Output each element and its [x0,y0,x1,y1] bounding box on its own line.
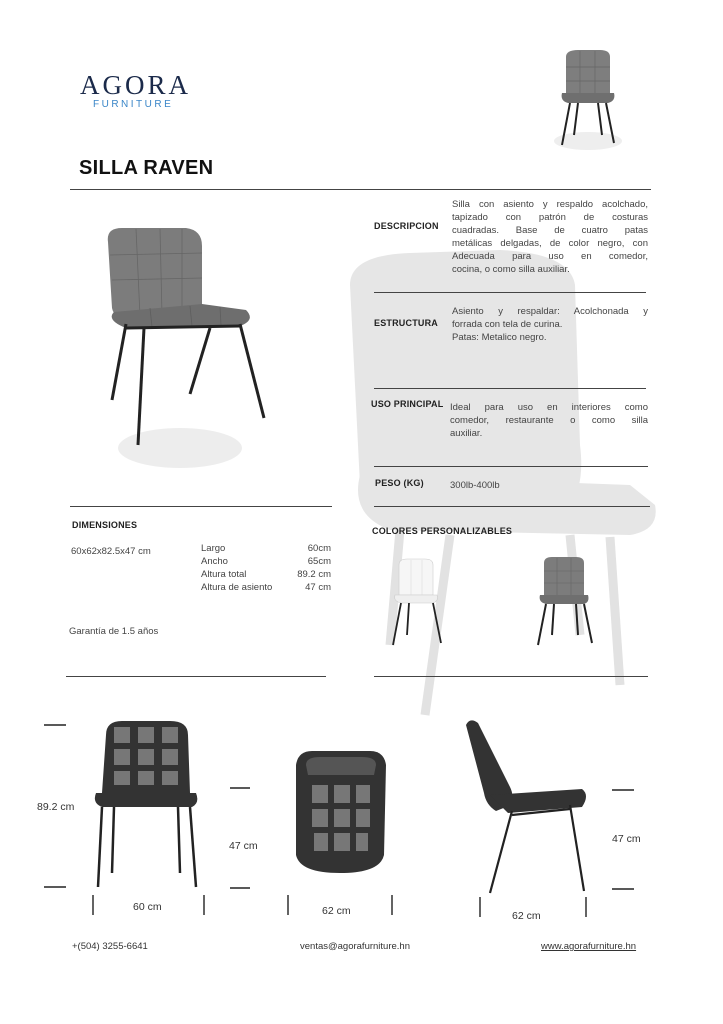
peso-value: 300lb-400lb [450,480,500,491]
top-chair-thumbnail [548,45,628,155]
dimension-row: Ancho 65cm [201,556,331,567]
top-width-label: 62 cm [322,905,351,917]
dimensions-summary: 60x62x82.5x47 cm [71,546,151,557]
color-option-white-chair[interactable] [385,555,445,650]
footer-website-link[interactable]: www.agorafurniture.hn [541,941,637,952]
brand-logo: AGORA [80,70,192,100]
brand-subtitle: FURNITURE [93,99,174,110]
front-seat-label: 47 cm [229,840,258,852]
dimensiones-label: DIMENSIONES [72,520,138,530]
front-width-label: 60 cm [133,901,162,913]
peso-label: PESO (KG) [375,478,424,488]
dimension-row: Altura total 89.2 cm [201,569,331,580]
estructura-text: Asiento y respaldar: Acolchonada y forrada con tela de curina. Patas: Metalico negro. [452,306,648,343]
front-height-label: 89.2 cm [37,801,75,813]
product-chair-image [100,220,270,475]
side-view-drawing [450,715,650,925]
footer-email[interactable]: ventas@agorafurniture.hn [300,941,410,952]
dimension-row: Altura de asiento 47 cm [201,582,331,593]
dimension-row: Largo 60cm [201,543,331,554]
footer-phone[interactable]: +(504) 3255-6641 [72,941,148,952]
top-view-drawing [280,745,400,925]
color-option-grey-chair[interactable] [530,555,600,650]
descripcion-text: Silla con asiento y respaldo acolchado, tapizado con patrón de costuras cuadradas. Base de cuatro patas metálicas delgadas, de color negro, con Adecuada para uso en comedor, cocina, o como silla auxiliar. [452,199,648,275]
side-width-label: 62 cm [512,910,541,922]
uso-label: USO PRINCIPAL [371,399,444,409]
dimensions-table [201,542,331,594]
estructura-label: ESTRUCTURA [374,318,438,328]
warranty-text: Garantía de 1.5 años [69,626,159,637]
uso-text: Ideal para uso en interiores como comedor, restaurante o como silla auxiliar. [450,402,648,439]
colores-label: COLORES PERSONALIZABLES [372,526,513,536]
product-title: SILLA RAVEN [79,157,214,179]
front-view-drawing [30,715,260,920]
descripcion-label: DESCRIPCION [374,221,439,231]
side-seat-label: 47 cm [612,833,641,845]
